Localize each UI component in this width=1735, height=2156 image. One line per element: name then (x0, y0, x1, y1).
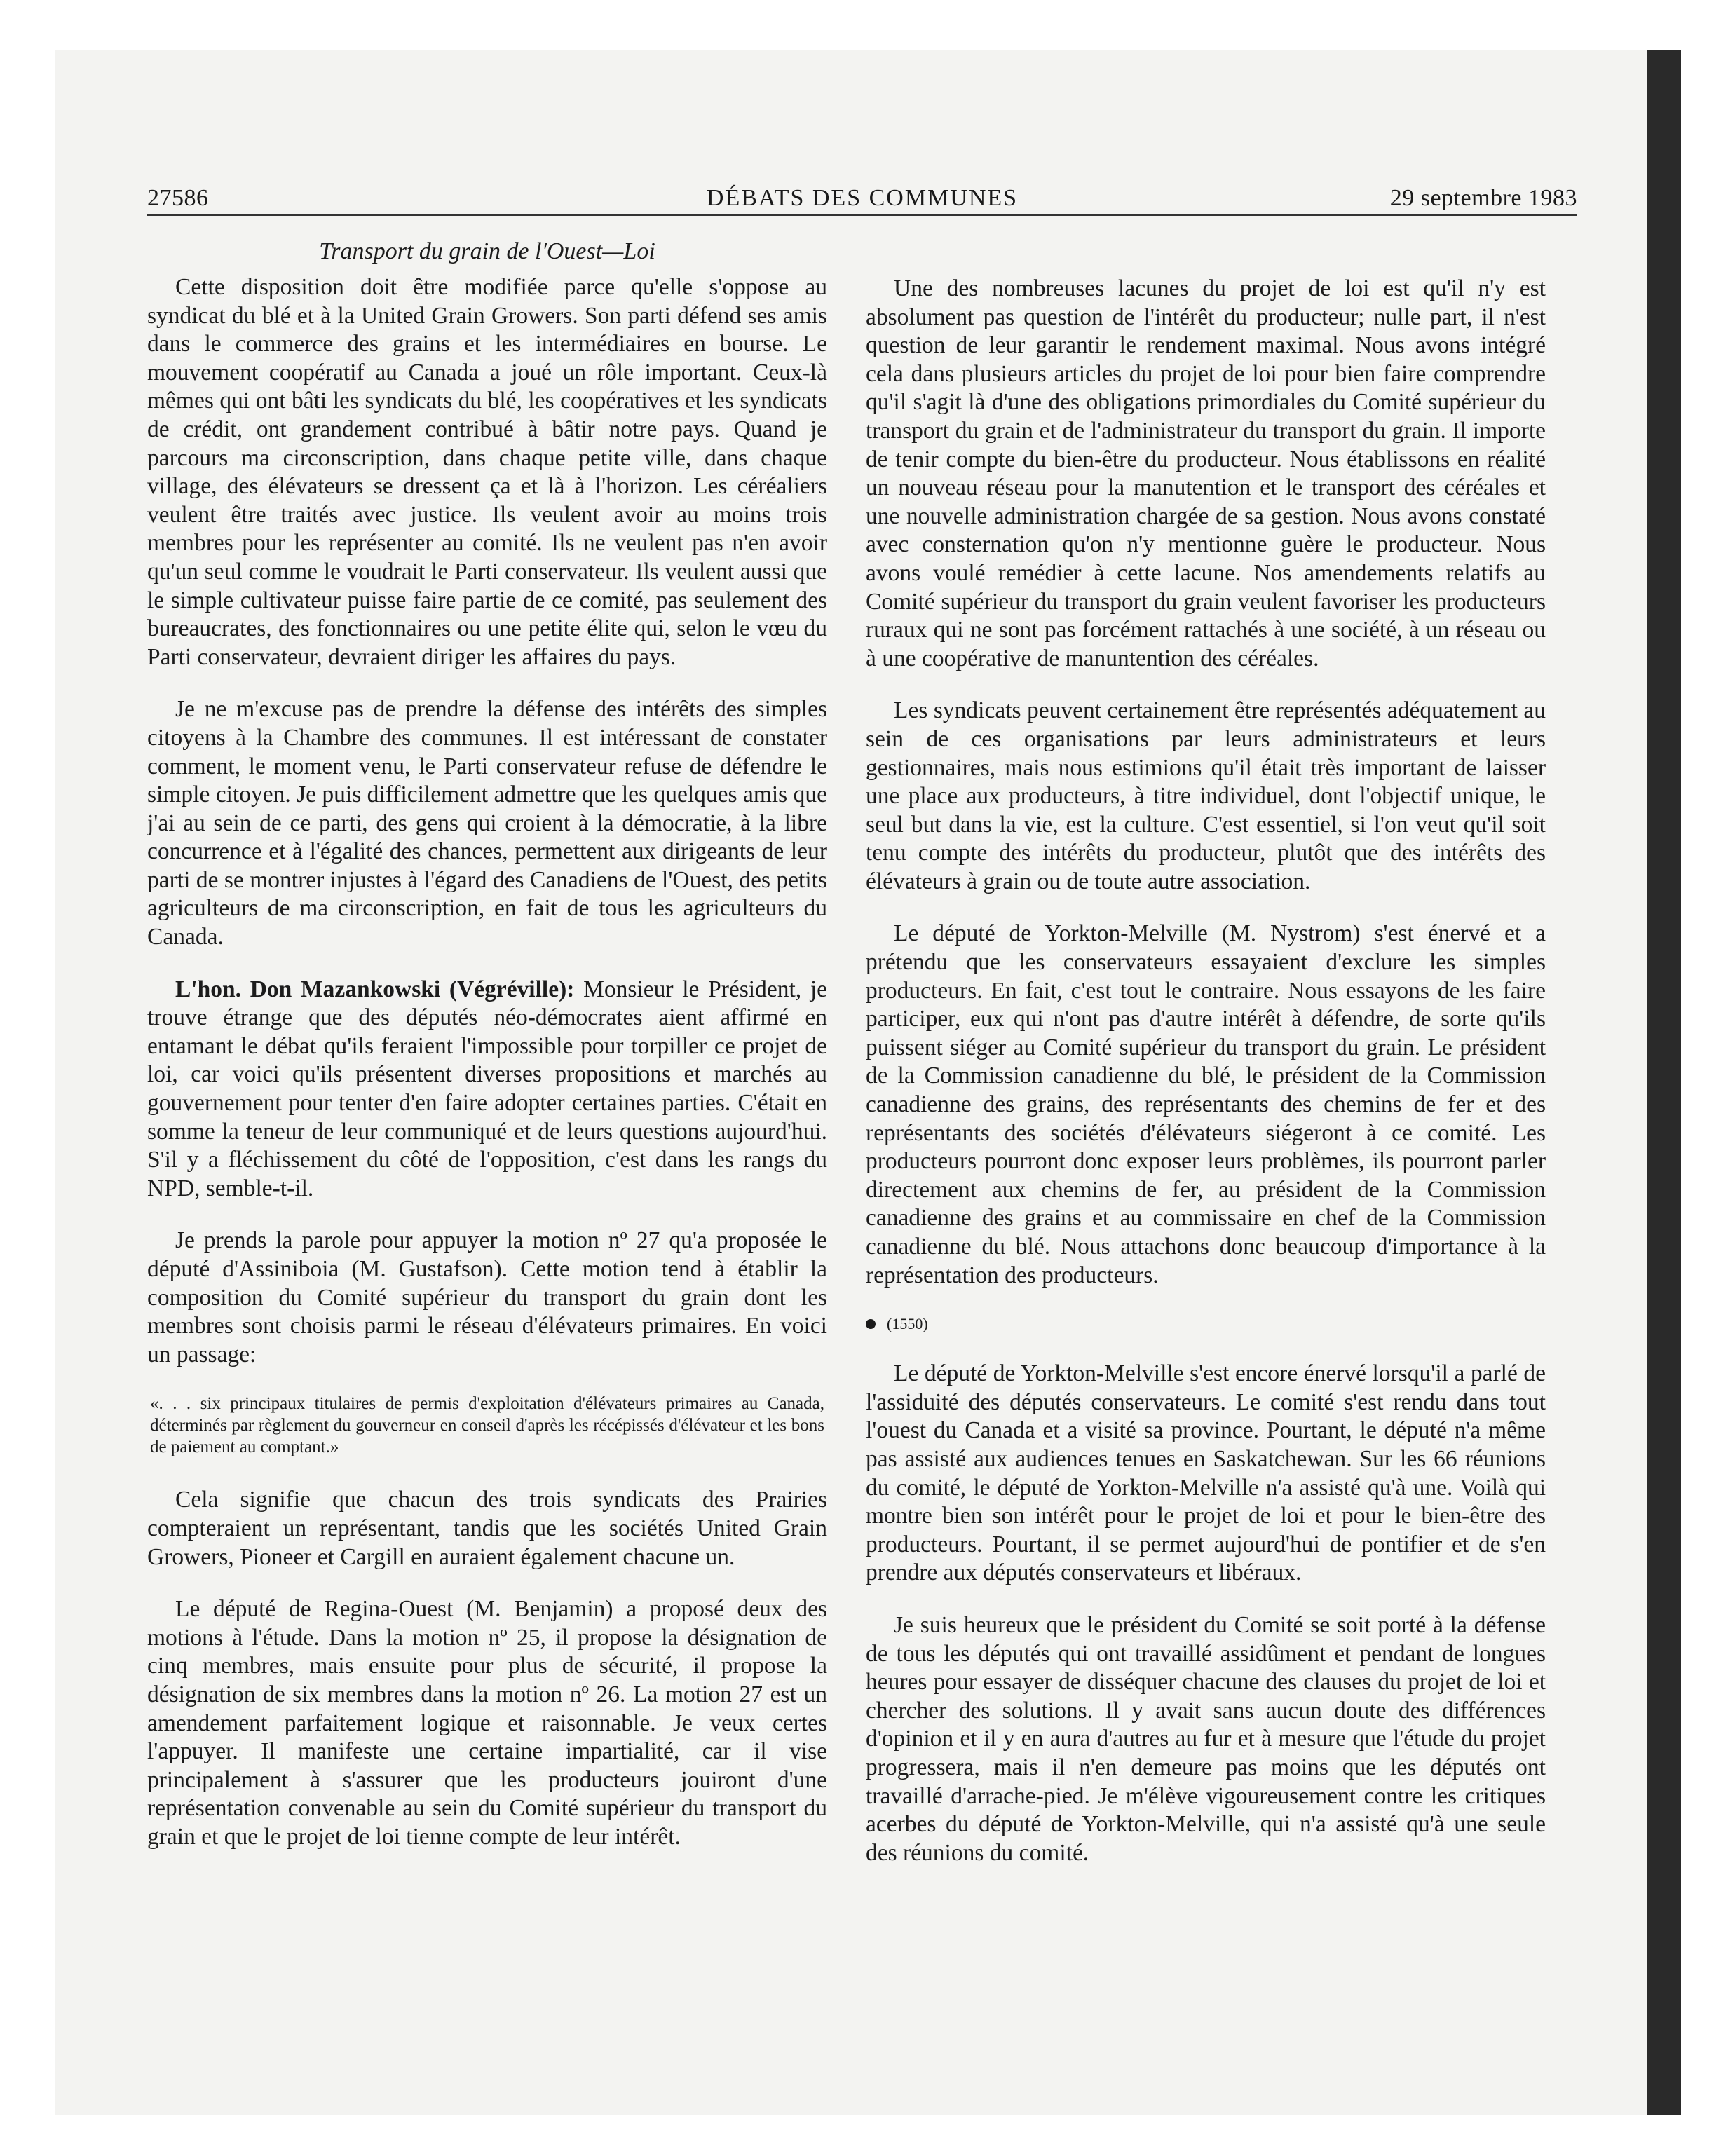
paragraph: Une des nombreuses lacunes du projet de loi est qu'il n'y est absolument pas question de l'intérêt du producteur; nulle part, il n'est question de leur garantir le rendement maximal. Nous avons intégré cela dans plusieurs articles du projet de loi pour bien faire comprendre qu'il s'agit là d'une des obligations primordiales du Comité supérieur du transport du grain et de l'administrateur du transport du grain. Il importe de tenir compte du bien-être du producteur. Nous établissons en réalité un nouveau réseau pour la manutention et le transport des céréales et une nouvelle administration chargée de sa gestion. Nous avons constaté avec consternation qu'on n'y mentionne guère le producteur. Nous avons voulé remédier à cette lacune. Nos amendements relatifs au Comité supérieur du transport du grain veulent favoriser les producteurs ruraux qui ne sont pas forcément rattachés à une société, à un réseau ou à une coopérative de manuntention des céréales. (866, 275, 1546, 671)
paragraph: Je prends la parole pour appuyer la motion nº 27 qu'a proposée le député d'Assiniboia (M. Gustafson). Cette motion tend à établir la composition du Comité supérieur du transport du grain dont les membres sont choisis parmi le réseau d'élévateurs primaires. En voici un passage: (147, 1227, 827, 1367)
left-column (147, 237, 827, 1876)
paragraph: Cette disposition doit être modifiée parce qu'elle s'oppose au syndicat du blé et à la United Grain Growers. Son parti défend ses amis dans le commerce des grains et les intermédiaires en bourse. Le mouvement coopératif au Canada a joué un rôle important. Ceux-là mêmes qui ont bâti les syndicats du blé, les coopératives et les syndicats de crédit, ont grandement contribué à bâtir notre pays. Quand je parcours ma circonscription, dans chaque petite ville, dans chaque village, des élévateurs se dressent ça et là à l'horizon. Les céréaliers veulent être traités avec justice. Ils veulent avoir au moins trois membres pour les représenter au comité. Ils ne veulent pas n'en avoir qu'un seul comme le voudrait le Parti conservateur. Ils veulent aussi que le simple cultivateur puisse faire partie de ce comité, pas seulement des bureaucrates, des fonctionnaires ou une petite élite qui, selon le vœu du Parti conservateur, devraient diriger les affaires du pays. (147, 274, 827, 670)
section-title: Transport du grain de l'Ouest—Loi (319, 238, 655, 264)
paragraph: Je suis heureux que le président du Comité se soit porté à la défense de tous les députés qui ont travaillé assidûment et pendant de longues heures pour essayer de disséquer chacune des clauses du projet de loi et chercher des solutions. Il y avait sans aucun doute des différences d'opinion et il y en aura d'autres au fur et à mesure que l'étude du projet progressera, mais il n'en demeure pas moins que les députés ont travaillé d'arrache-pied. Je m'élève vigoureusement contre les critiques acerbes du député de Yorkton-Melville, qui n'a assisté qu'à une seule des réunions du comité. (866, 1611, 1546, 1866)
timestamp-marker (866, 1314, 1546, 1335)
page-number: 27586 (147, 185, 209, 211)
speaker-name: L'hon. Don Mazankowski (Végréville): (175, 976, 575, 1002)
bullet-icon (866, 1319, 876, 1329)
speech-text: Monsieur le Président, je trouve étrange que des députés néo-démocrates aient affirmé en entamant le débat qu'ils feraient l'impossible pour torpiller ce projet de loi, car voici qu'ils présentent diverses propositions et marchés au gouvernement pour tenter d'en faire adopter certaines parties. C'était en somme la teneur de leur communiqué et de leurs questions aujourd'hui. S'il y a fléchissement du côté de l'opposition, c'est dans les rangs du NPD, semble-t-il. (147, 976, 827, 1201)
page-date: 29 septembre 1983 (1389, 185, 1577, 211)
paragraph: Cela signifie que chacun des trois syndicats des Prairies compteraient un représentant, tandis que les sociétés United Grain Growers, Pioneer et Cargill en auraient également chacune un. (147, 1487, 827, 1570)
block-quote: «. . . six principaux titulaires de permis d'exploitation d'élévateurs primaires au Canada, déterminés par règlement du gouverneur en conseil d'après les récépissés d'élévateur et les bons de paiement au comptant.» (150, 1394, 824, 1457)
scan-edge-shadow (1647, 50, 1681, 2115)
paragraph: Le député de Regina-Ouest (M. Benjamin) a proposé deux des motions à l'étude. Dans la motion nº 25, il propose la désignation de cinq membres, mais ensuite pour plus de sécurité, il propose la désignation de six membres dans la motion nº 26. La motion 27 est un amendement parfaitement logique et raisonnable. Je veux certes l'appuyer. Il manifeste une certaine impartialité, car il vise principalement à s'assurer que les producteurs jouiront d'une représentation convenable au sein du Comité supérieur du transport du grain et que le projet de loi tienne compte de leur intérêt. (147, 1596, 827, 1850)
page-header (147, 181, 1577, 216)
paragraph: Le député de Yorkton-Melville s'est encore énervé lorsqu'il a parlé de l'assiduité des députés conservateurs. Le comité s'est rendu dans tout l'ouest du Canada et a visité sa province. Pourtant, le député n'a même pas assisté aux audiences tenues en Saskatchewan. Sur les 66 réunions du comité, le député de Yorkton-Melville n'a assisté qu'à une. Voilà qui montre bien son intérêt pour le projet de loi et pour le bien-être des producteurs. Pourtant, il se permet aujourd'hui de pontifier et de s'en prendre aux députés conservateurs et libéraux. (866, 1360, 1546, 1586)
publication-title: DÉBATS DES COMMUNES (706, 185, 1019, 211)
header-rule (147, 214, 1577, 216)
paragraph: Je ne m'excuse pas de prendre la défense des intérêts des simples citoyens à la Chambre des communes. Il est intéressant de constater comment, le moment venu, le Parti conservateur refuse de défendre le simple citoyen. Je puis difficilement admettre que les quelques amis que j'ai au sein de ce parti, des gens qui croient à la démocratie, à la libre concurrence et à l'égalité des chances, permettent aux dirigeants de leur parti de se montrer injustes à l'égard des Canadiens de l'Ouest, des petits agriculteurs de ma circonscription, en fait de tous les agriculteurs du Canada. (147, 696, 827, 950)
paragraph: Les syndicats peuvent certainement être représentés adéquatement au sein de ces organisations par leurs administrateurs et leurs gestionnaires, mais nous estimions qu'il était très important de laisser une place aux producteurs, à titre individuel, dont l'objectif unique, le seul but dans la vie, est la culture. C'est essentiel, si l'on veut qu'il soit tenu compte des intérêts du producteur, plutôt que des intérêts des élévateurs à grain ou de toute autre association. (866, 697, 1546, 894)
paragraph: Le député de Yorkton-Melville (M. Nystrom) s'est énervé et a prétendu que les conservateurs essayaient d'exclure les simples producteurs. En fait, c'est tout le contraire. Nous essayons de les faire participer, eux qui n'ont pas d'autre intérêt à défendre, de sorte qu'ils puissent siéger au Comité supérieur du transport du grain. Le président de la Commission canadienne du blé, le président de la Commission canadienne des grains, des représentants des chemins de fer et des représentants des sociétés d'élévateurs siégeront à ce comité. Les producteurs pourront donc exposer leurs problèmes, ils pourront parler directement aux chemins de fer, au président de la Commission canadienne des grains et au commissaire en chef de la Commission canadienne du blé. Nous attachons donc beaucoup d'importance à la représentation des producteurs. (866, 920, 1546, 1288)
paragraph (147, 976, 827, 1203)
timestamp-text: (1550) (887, 1315, 928, 1333)
right-column (866, 275, 1546, 1891)
